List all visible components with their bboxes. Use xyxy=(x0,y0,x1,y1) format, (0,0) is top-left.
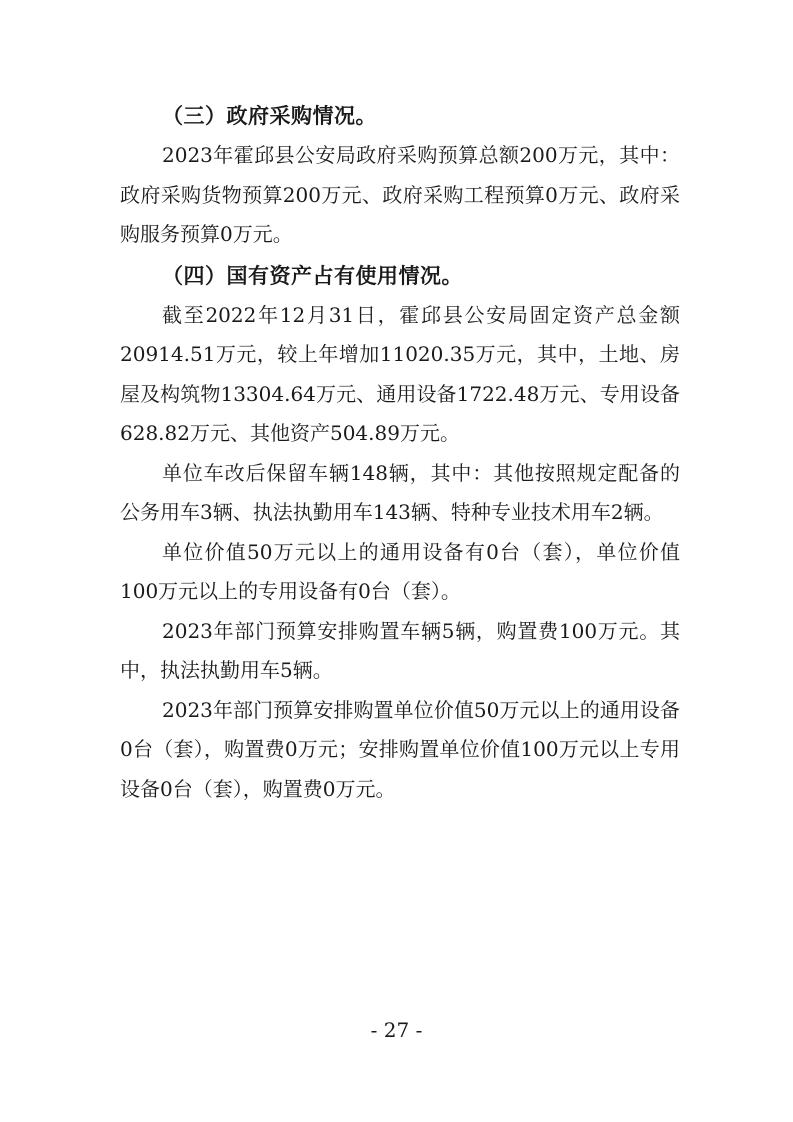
section-heading-government-procurement: （三）政府采购情况。 xyxy=(162,104,377,128)
section-heading-state-assets: （四）国有资产占有使用情况。 xyxy=(162,263,463,288)
paragraph-equipment-value: 单位价值50万元以上的通用设备有0台（套），单位价值100万元以上的专用设备有0台（套）。 xyxy=(120,539,680,603)
paragraph-procurement-budget: 2023年霍邱县公安局政府采购预算总额200万元，其中：政府采购货物预算200万元、政府采购工程预算0万元、政府采购服务预算0万元。 xyxy=(120,143,680,246)
paragraph-vehicle-purchase: 2023年部门预算安排购置车辆5辆，购置费100万元。其中，执法执勤用车5辆。 xyxy=(120,618,680,682)
paragraph-equipment-purchase: 2023年部门预算安排购置单位价值50万元以上的通用设备0台（套），购置费0万元；安排购置单位价值100万元以上专用设备0台（套），购置费0万元。 xyxy=(120,697,680,801)
document-body xyxy=(120,97,680,809)
page-number: - 27 - xyxy=(370,1018,423,1042)
paragraph-vehicles: 单位车改后保留车辆148辆，其中：其他按照规定配备的公务用车3辆、执法执勤用车143辆、特种专业技术用车2辆。 xyxy=(120,460,680,524)
paragraph-fixed-assets: 截至2022年12月31日，霍邱县公安局固定资产总金额20914.51万元，较上年增加11020.35万元，其中，土地、房屋及构筑物13304.64万元、通用设备1722.48万元、专用设备628.82万元、其他资产504.89万元。 xyxy=(120,302,680,445)
